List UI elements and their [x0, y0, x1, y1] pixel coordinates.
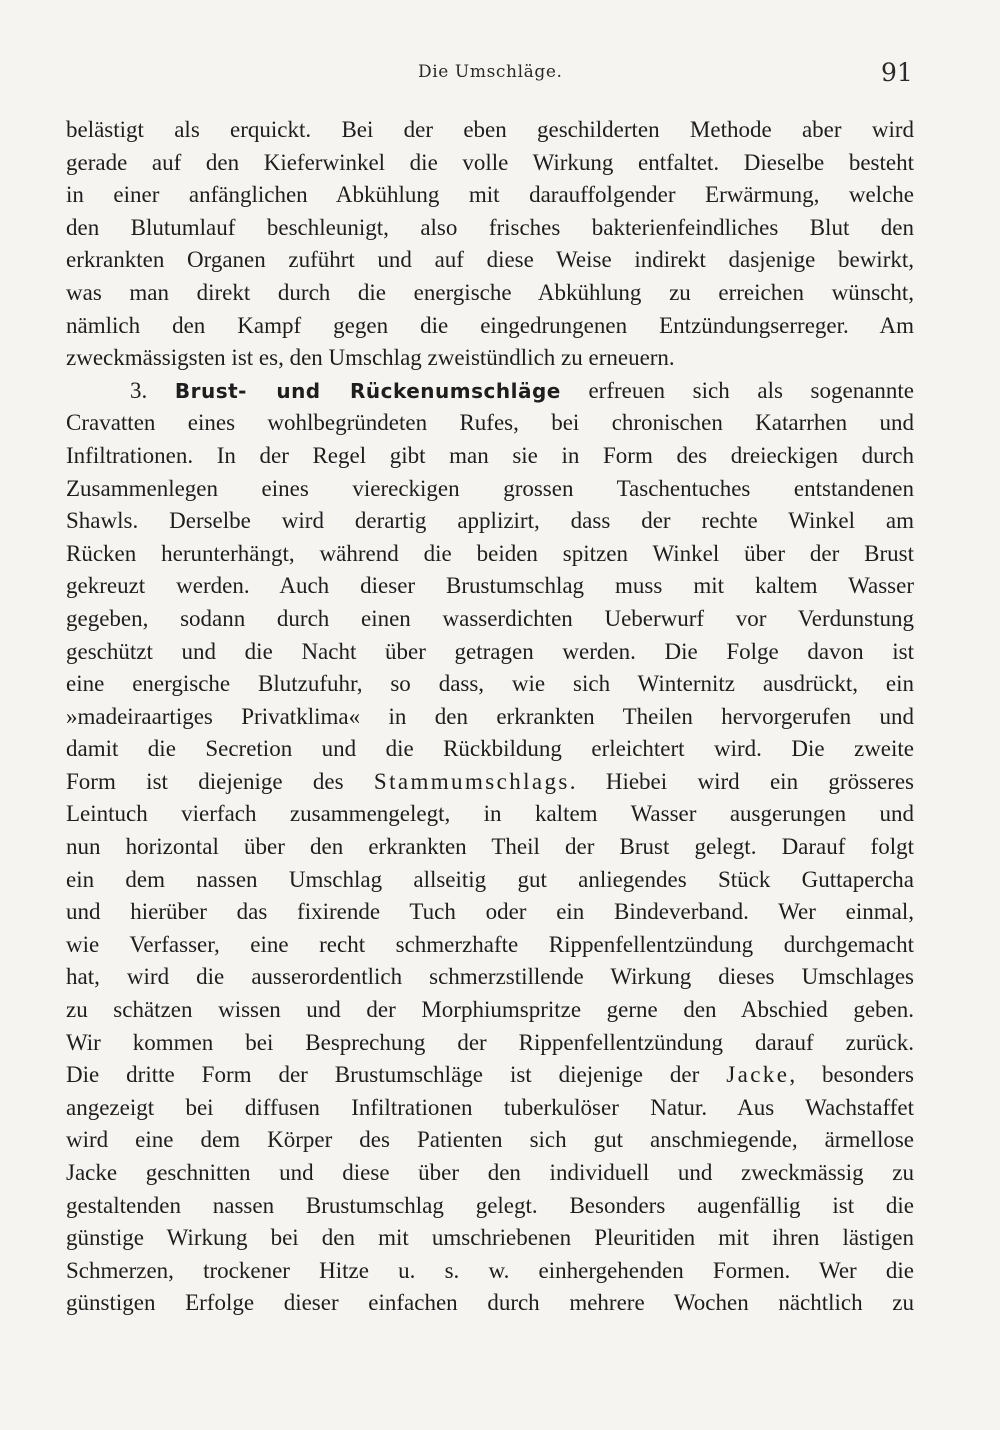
text-segment: ein dem nassen Umschlag allseitig gut anliegendes Stück Guttapercha: [66, 866, 914, 892]
text-segment: gekreuzt werden. Auch dieser Brustumschlag muss mit kaltem Wasser: [66, 573, 914, 599]
text-segment: . Hiebei wird ein grösseres: [569, 768, 914, 794]
text-segment: in einer anfänglichen Abkühlung mit darauffolgender Erwärmung, welche: [66, 182, 914, 208]
text-segment: Shawls. Derselbe wird derartig applizirt, dass der rechte Winkel am: [66, 508, 914, 534]
text-line: [66, 570, 914, 603]
text-segment: Leintuch vierfach zusammengelegt, in kaltem Wasser ausgerungen und: [66, 801, 914, 827]
text-line: [66, 864, 914, 897]
text-line: [66, 212, 914, 245]
text-line: [66, 1287, 914, 1320]
text-segment: zweckmässigsten ist es, den Umschlag zweistündlich zu erneuern.: [66, 345, 675, 371]
text-segment: wie Verfasser, eine recht schmerzhafte Rippenfellentzündung durchgemacht: [66, 931, 914, 957]
text-segment: zu schätzen wissen und der Morphiumspritze gerne den Abschied geben.: [66, 997, 914, 1023]
text-segment: erfreuen sich als sogenannte: [560, 377, 914, 403]
text-line: [66, 277, 914, 310]
text-segment: damit die Secretion und die Rückbildung erleichtert wird. Die zweite: [66, 736, 914, 762]
text-segment: wird eine dem Körper des Patienten sich gut anschmiegende, ärmellose: [66, 1127, 914, 1153]
text-segment: Form ist diejenige des: [66, 768, 374, 794]
text-segment: angezeigt bei diffusen Infiltrationen tuberkulöser Natur. Aus Wachstaffet: [66, 1094, 914, 1120]
text-line: [66, 1222, 914, 1255]
text-line: [66, 114, 914, 147]
text-line: [66, 766, 914, 799]
text-segment: Schmerzen, trockener Hitze u. s. w. einhergehenden Formen. Wer die: [66, 1257, 914, 1283]
text-segment: gegeben, sodann durch einen wasserdichten Ueberwurf vor Verdunstung: [66, 605, 914, 631]
text-segment: gerade auf den Kieferwinkel die volle Wirkung entfaltet. Dieselbe besteht: [66, 149, 914, 175]
text-segment: Jacke geschnitten und diese über den individuell und zweckmässig zu: [66, 1160, 914, 1185]
text-segment: nun horizontal über den erkrankten Theil der Brust gelegt. Darauf folgt: [66, 834, 914, 860]
text-segment: und hierüber das fixirende Tuch oder ein Bindeverband. Wer einmal,: [66, 899, 914, 925]
text-segment: günstige Wirkung bei den mit umschriebenen Pleuritiden mit ihren lästigen: [66, 1225, 914, 1251]
text-segment: Rücken herunterhängt, während die beiden spitzen Winkel über der Brust: [66, 540, 914, 566]
text-line: [66, 701, 914, 734]
text-line: [66, 1059, 914, 1092]
text-line: [66, 179, 914, 212]
text-line: [66, 1124, 914, 1157]
text-segment: was man direkt durch die energische Abkühlung zu erreichen wünscht,: [66, 279, 914, 305]
emphasized-term: Stammumschlags: [373, 768, 570, 794]
emphasized-term: Jacke: [726, 1062, 790, 1088]
text-line: [66, 831, 914, 864]
text-line: [66, 310, 914, 343]
text-segment: nämlich den Kampf gegen die eingedrungenen Entzündungserreger. Am: [66, 312, 914, 338]
text-segment: geschützt und die Nacht über getragen werden. Die Folge davon ist: [66, 638, 914, 664]
text-segment: Wir kommen bei Besprechung der Rippenfellentzündung darauf zurück.: [66, 1029, 914, 1055]
text-line: [66, 636, 914, 669]
text-line: [66, 147, 914, 180]
text-segment: Zusammenlegen eines viereckigen grossen Taschentuches entstandenen: [66, 475, 914, 501]
text-line: [66, 1027, 914, 1060]
text-line: [66, 896, 914, 929]
text-line: [66, 1190, 914, 1223]
text-line: [66, 733, 914, 766]
text-line: [66, 1092, 914, 1125]
text-segment: gestaltenden nassen Brustumschlag gelegt. Besonders augenfällig ist die: [66, 1192, 914, 1218]
text-line: [66, 473, 914, 506]
text-line: [66, 929, 914, 962]
text-segment: belästigt als erquickt. Bei der eben geschilderten Methode aber wird: [66, 117, 914, 142]
text-segment: günstigen Erfolge dieser einfachen durch mehrere Wochen nächtlich zu: [66, 1290, 914, 1316]
text-line: [66, 244, 914, 277]
section-heading: Brust- und Rückenumschläge: [174, 378, 561, 403]
text-segment: Cravatten eines wohlbegründeten Rufes, bei chronischen Katarrhen und: [66, 410, 914, 436]
text-line: [66, 961, 914, 994]
text-line: [66, 505, 914, 538]
text-segment: erkrankten Organen zuführt und auf diese Weise indirekt dasjenige bewirkt,: [66, 247, 914, 273]
text-line: [66, 440, 914, 473]
text-segment: den Blutumlauf beschleunigt, also frisches bakterienfeindliches Blut den: [66, 214, 914, 240]
text-line: [66, 1157, 914, 1190]
text-segment: , besonders: [789, 1062, 915, 1088]
running-title: Die Umschläge.: [418, 62, 563, 82]
text-line: [66, 538, 914, 571]
text-line: [66, 375, 914, 408]
text-segment: 3.: [130, 377, 175, 403]
text-line: [66, 603, 914, 636]
text-segment: Infiltrationen. In der Regel gibt man sie in Form des dreieckigen durch: [66, 442, 914, 468]
running-head: [0, 58, 1000, 92]
text-segment: hat, wird die ausserordentlich schmerzstillende Wirkung dieses Umschlages: [66, 964, 914, 990]
text-line: [66, 1255, 914, 1288]
body-text: [66, 114, 914, 1320]
text-line: [66, 994, 914, 1027]
text-segment: »madeiraartiges Privatklima« in den erkrankten Theilen hervorgerufen und: [66, 703, 914, 729]
text-segment: Die dritte Form der Brustumschläge ist diejenige der: [66, 1062, 727, 1088]
text-line: [66, 668, 914, 701]
text-line: [66, 342, 914, 375]
text-line: [66, 407, 914, 440]
text-segment: eine energische Blutzufuhr, so dass, wie sich Winternitz ausdrückt, ein: [66, 671, 914, 697]
page-number: 91: [881, 58, 913, 87]
text-line: [66, 798, 914, 831]
